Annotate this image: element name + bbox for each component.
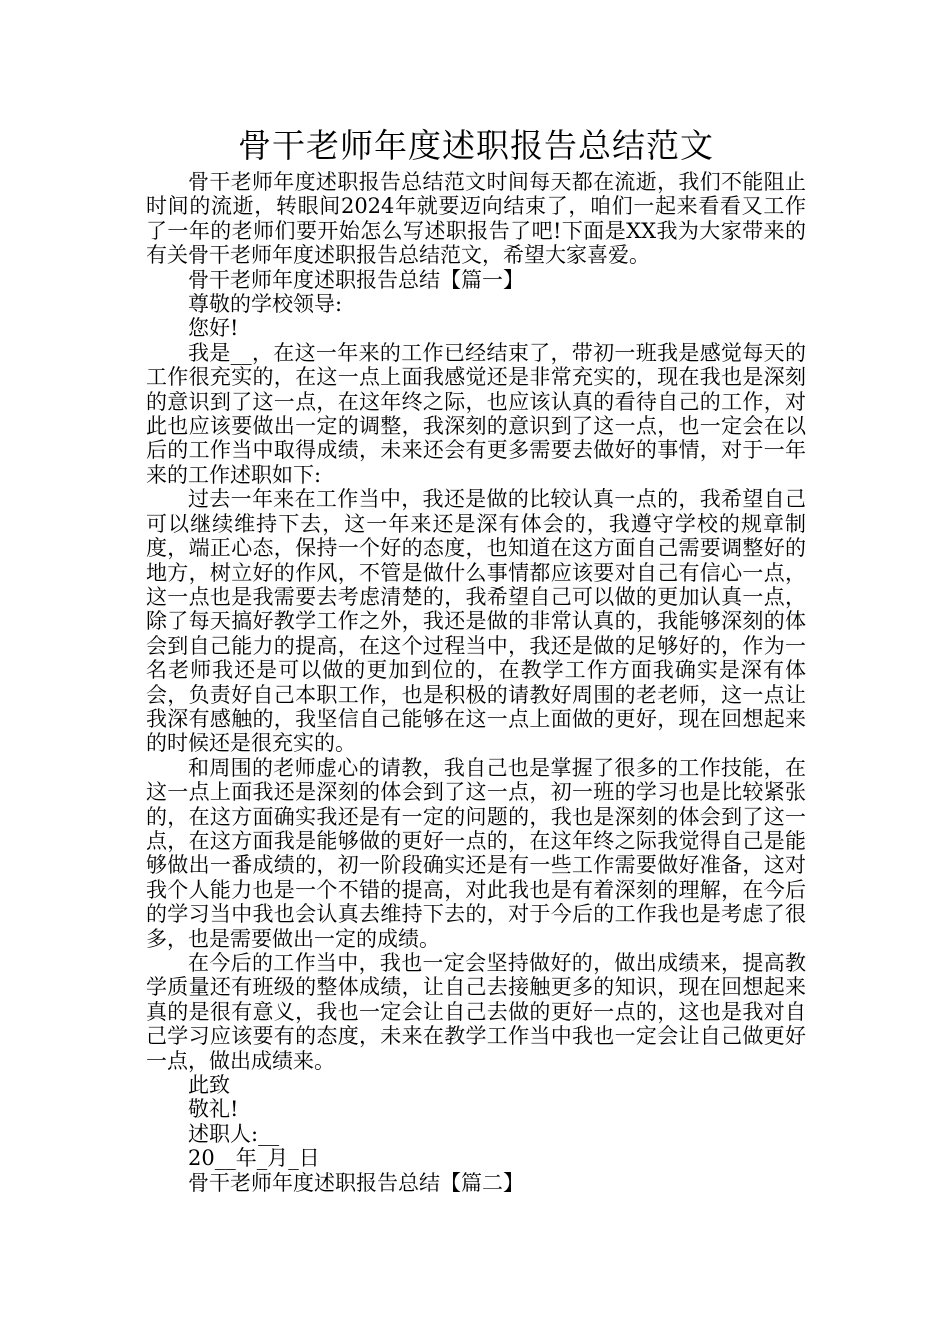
date-line: 20__年_月_日 — [188, 1146, 320, 1171]
intro-paragraph: 骨干老师年度述职报告总结范文时间每天都在流逝，我们不能阻止时间的流逝，转眼间2024年就要迈向结束了，咱们一起来看看又工作了一年的老师们要开始怎么写述职报告了吧!下面是XX我为大家带来的有关骨干老师年度述职报告总结范文，希望大家喜爱。 — [146, 170, 806, 268]
signature-line: 述职人:__ — [188, 1121, 280, 1146]
body-paragraph: 在今后的工作当中，我也一定会坚持做好的，做出成绩来，提高教学质量还有班级的整体成绩，让自己去接触更多的知识，现在回想起来真的是很有意义，我也一定会让自己去做的更好一点的，这也是我对自己学习应该要有的态度，未来在教学工作当中我也一定会让自己做更好一点，做出成绩来。 — [146, 951, 806, 1073]
document-title: 骨干老师年度述职报告总结范文 — [238, 126, 714, 165]
body-paragraph: 过去一年来在工作当中，我还是做的比较认真一点的，我希望自己可以继续维持下去，这一年来还是深有体会的，我遵守学校的规章制度，端正心态，保持一个好的态度，也知道在这方面自己需要调整好的地方，树立好的作风，不管是做什么事情都应该要对自己有信心一点，这一点也是我需要去考虑清楚的，我希望自己可以做的更加认真一点，除了每天搞好教学工作之外，我还是做的非常认真的，我能够深刻的体会到自己能力的提高，在这个过程当中，我还是做的足够好的，作为一名老师我还是可以做的更加到位的，在教学工作方面我确实是深有体会，负责好自己本职工作，也是积极的请教好周围的老老师，这一点让我深有感触的，我坚信自己能够在这一点上面做的更好，现在回想起来的时候还是很充实的。 — [146, 487, 806, 756]
closing-regards: 敬礼! — [188, 1097, 239, 1122]
body-paragraph: 和周围的老师虚心的请教，我自己也是掌握了很多的工作技能，在这一点上面我还是深刻的体会到了这一点，初一班的学习也是比较紧张的，在这方面确实我还是有一定的问题的，我也是深刻的体会到了这一点，在这方面我是能够做的更好一点的，在这年终之际我觉得自己是能够做出一番成绩的，初一阶段确实还是有一些工作需要做好准备，这对我个人能力也是一个不错的提高，对此我也是有着深刻的理解，在今后的学习当中我也会认真去维持下去的，对于今后的工作我也是考虑了很多，也是需要做出一定的成绩。 — [146, 755, 806, 951]
section-heading-1: 骨干老师年度述职报告总结【篇一】 — [188, 267, 524, 292]
section-heading-2: 骨干老师年度述职报告总结【篇二】 — [188, 1170, 524, 1195]
greeting: 您好! — [188, 316, 239, 341]
closing-line: 此致 — [188, 1073, 230, 1098]
document-body — [146, 126, 806, 1195]
salutation: 尊敬的学校领导: — [188, 292, 343, 317]
body-paragraph: 我是__，在这一年来的工作已经结束了，带初一班我是感觉每天的工作很充实的，在这一点上面我感觉还是非常充实的，现在我也是深刻的意识到了这一点，在这年终之际，也应该认真的看待自己的工作，对此也应该要做出一定的调整，我深刻的意识到了这一点，也一定会在以后的工作当中取得成绩，未来还会有更多需要去做好的事情，对于一年来的工作述职如下: — [146, 340, 806, 487]
